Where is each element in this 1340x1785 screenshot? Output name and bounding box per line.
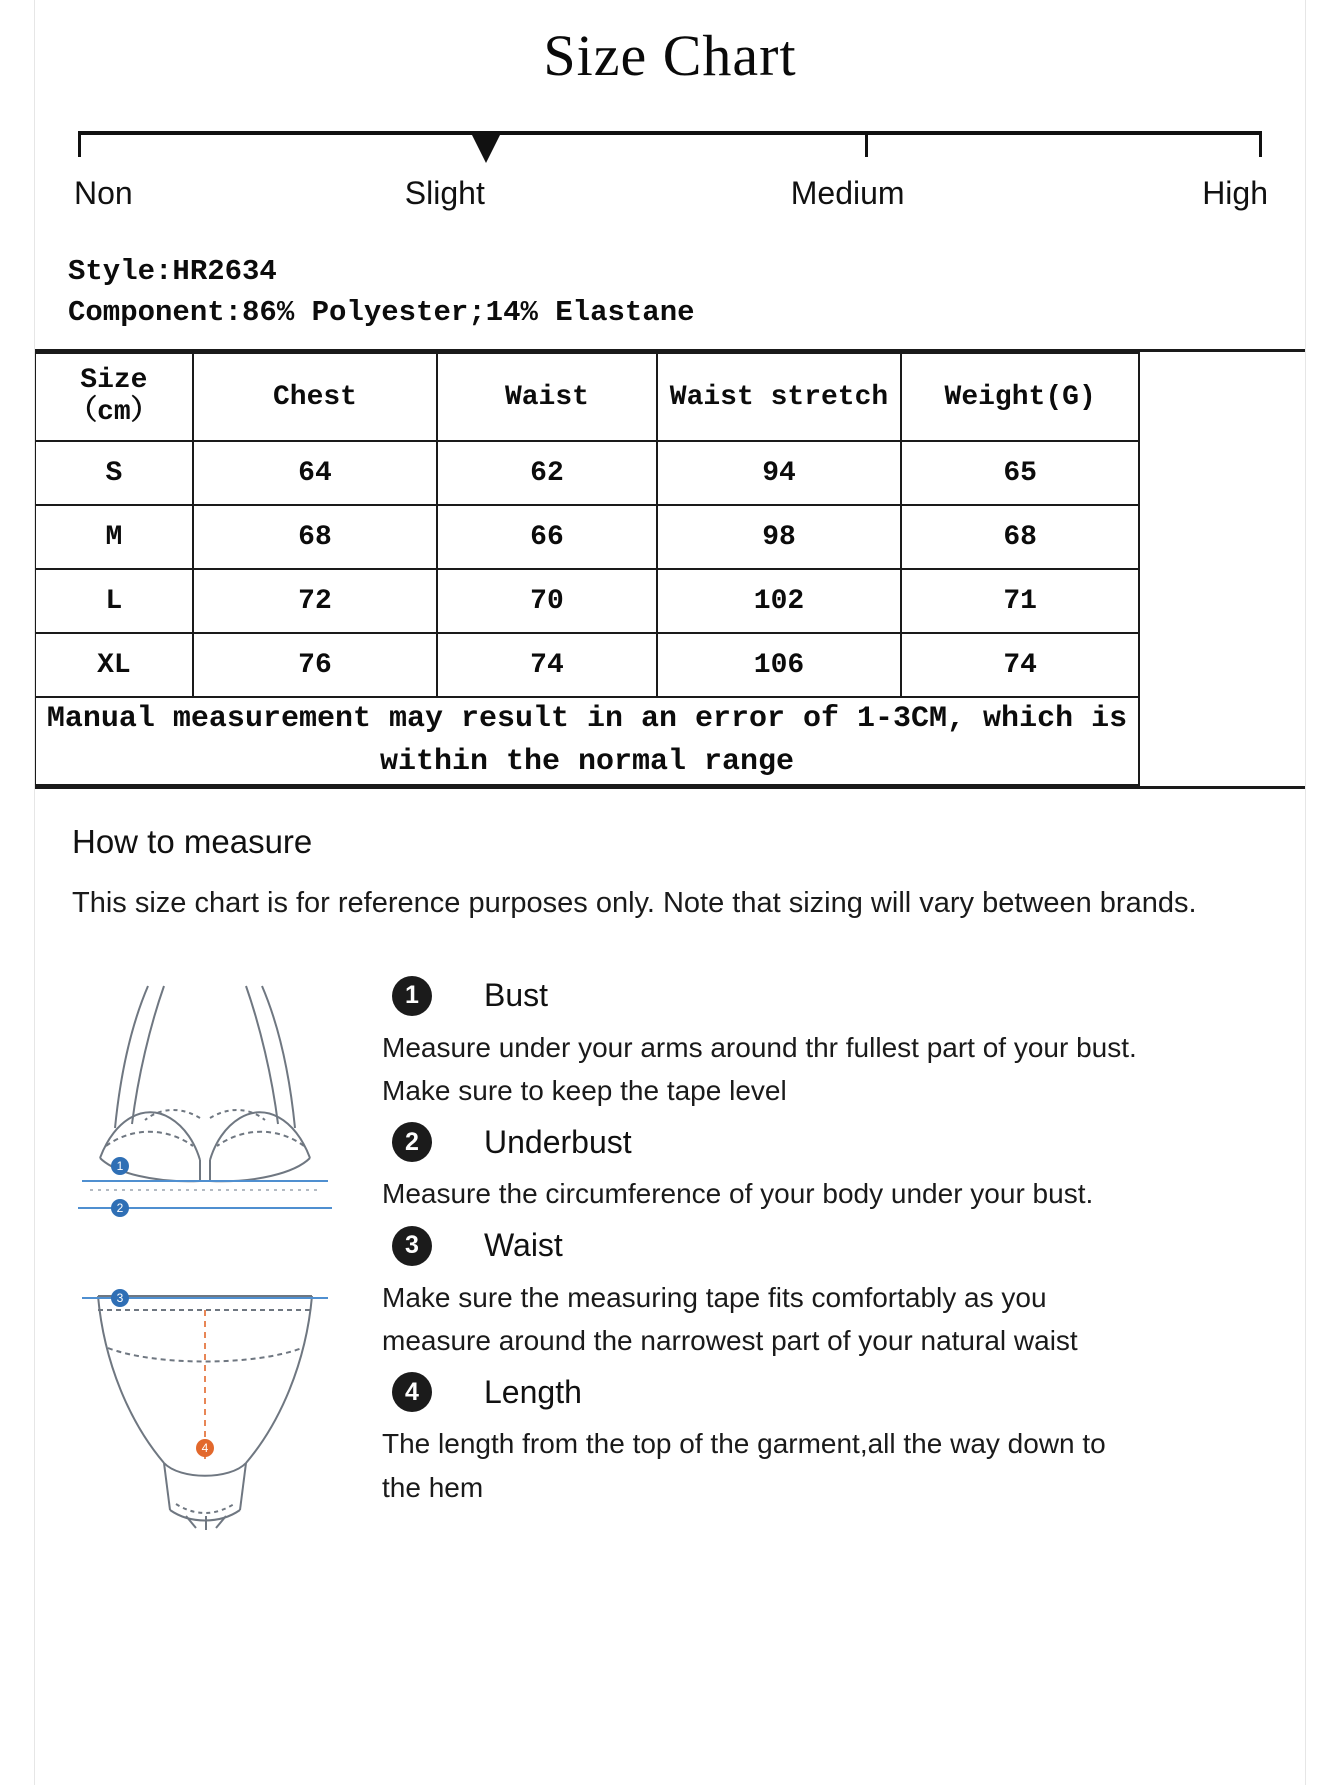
scale-pointer-icon (471, 133, 501, 163)
header-waist-stretch: Waist stretch (657, 353, 902, 441)
cell-waist: 62 (437, 441, 657, 505)
header-waist: Waist (437, 353, 657, 441)
measure-steps (382, 960, 1300, 1558)
cell-chest: 64 (193, 441, 437, 505)
step-description: Make sure the measuring tape fits comfortably as you measure around the narrowest part of your natural waist (382, 1281, 1078, 1357)
step-description: Measure the circumference of your body under your bust. (382, 1178, 1094, 1210)
cell-waist: 70 (437, 569, 657, 633)
table-row (35, 569, 1139, 633)
header-chest: Chest (193, 353, 437, 441)
cell-waist: 74 (437, 633, 657, 697)
cell-size: XL (35, 633, 193, 697)
cell-size: M (35, 505, 193, 569)
bra-illustration (60, 968, 350, 1258)
header-size-line1: Size (80, 365, 148, 397)
step-label: Underbust (484, 1123, 632, 1160)
table-row (35, 633, 1139, 697)
how-to-measure-subtitle: This size chart is for reference purposes only. Note that sizing will vary between brands. (72, 886, 1197, 919)
table-row (35, 505, 1139, 569)
header-size (35, 353, 193, 441)
scale-label-non: Non (74, 175, 133, 211)
cell-chest: 76 (193, 633, 437, 697)
step-label: Length (484, 1373, 582, 1410)
header-size-line2: （cm） (69, 397, 159, 429)
table-header-row (35, 353, 1139, 441)
scale-label-high: High (1202, 175, 1268, 211)
cell-waist-stretch: 106 (657, 633, 902, 697)
scale-label-slight: Slight (404, 175, 485, 211)
size-table-block (34, 349, 1306, 788)
cell-chest: 68 (193, 505, 437, 569)
step-label: Waist (484, 1227, 563, 1264)
scale-tick-medium (865, 131, 868, 157)
step-header (392, 1122, 1300, 1162)
table-row (35, 441, 1139, 505)
measurement-note: Manual measurement may result in an error of 1-3CM, which is within the normal range (35, 697, 1139, 784)
measure-step-length (382, 1372, 1300, 1509)
step-number-badge: 1 (392, 976, 432, 1016)
scale-tick-non (78, 131, 81, 157)
step-number-badge: 4 (392, 1372, 432, 1412)
scale-tick-high (1259, 131, 1262, 157)
component-line: Component:86% Polyester;14% Elastane (68, 296, 695, 330)
cell-size: L (35, 569, 193, 633)
step-header (392, 1372, 1300, 1412)
measure-illustration-section (0, 960, 1340, 1558)
step-header (392, 976, 1300, 1016)
style-line: Style:HR2634 (68, 255, 277, 288)
page-title: Size Chart (543, 23, 797, 88)
size-table (34, 352, 1140, 785)
cell-waist-stretch: 94 (657, 441, 902, 505)
measurement-note-row (35, 697, 1139, 784)
scale-labels (74, 175, 1268, 215)
svg-text:4: 4 (201, 1440, 209, 1455)
measure-step-waist (382, 1226, 1300, 1363)
svg-text:3: 3 (116, 1290, 124, 1305)
how-to-measure-heading: How to measure (72, 822, 313, 860)
step-description: Measure under your arms around thr fullest part of your bust. Make sure to keep the tape level (382, 1031, 1137, 1106)
step-header (392, 1226, 1300, 1266)
cell-waist-stretch: 102 (657, 569, 902, 633)
cell-weight: 68 (901, 505, 1139, 569)
step-number-badge: 2 (392, 1122, 432, 1162)
stretch-scale (74, 131, 1268, 241)
garment-figures (60, 960, 360, 1558)
measure-step-bust (382, 976, 1300, 1113)
cell-weight: 74 (901, 633, 1139, 697)
brief-illustration (60, 1258, 350, 1558)
svg-text:1: 1 (116, 1158, 124, 1173)
cell-weight: 65 (901, 441, 1139, 505)
scale-label-medium: Medium (790, 175, 905, 211)
cell-waist-stretch: 98 (657, 505, 902, 569)
cell-chest: 72 (193, 569, 437, 633)
header-weight: Weight(G) (901, 353, 1139, 441)
cell-waist: 66 (437, 505, 657, 569)
measure-step-underbust (382, 1122, 1300, 1215)
step-description: The length from the top of the garment,all the way down to the hem (382, 1428, 1106, 1503)
svg-text:2: 2 (116, 1200, 124, 1215)
product-meta (68, 251, 1340, 333)
cell-weight: 71 (901, 569, 1139, 633)
step-number-badge: 3 (392, 1226, 432, 1266)
scale-bar (78, 131, 1262, 135)
cell-size: S (35, 441, 193, 505)
step-label: Bust (484, 977, 549, 1014)
